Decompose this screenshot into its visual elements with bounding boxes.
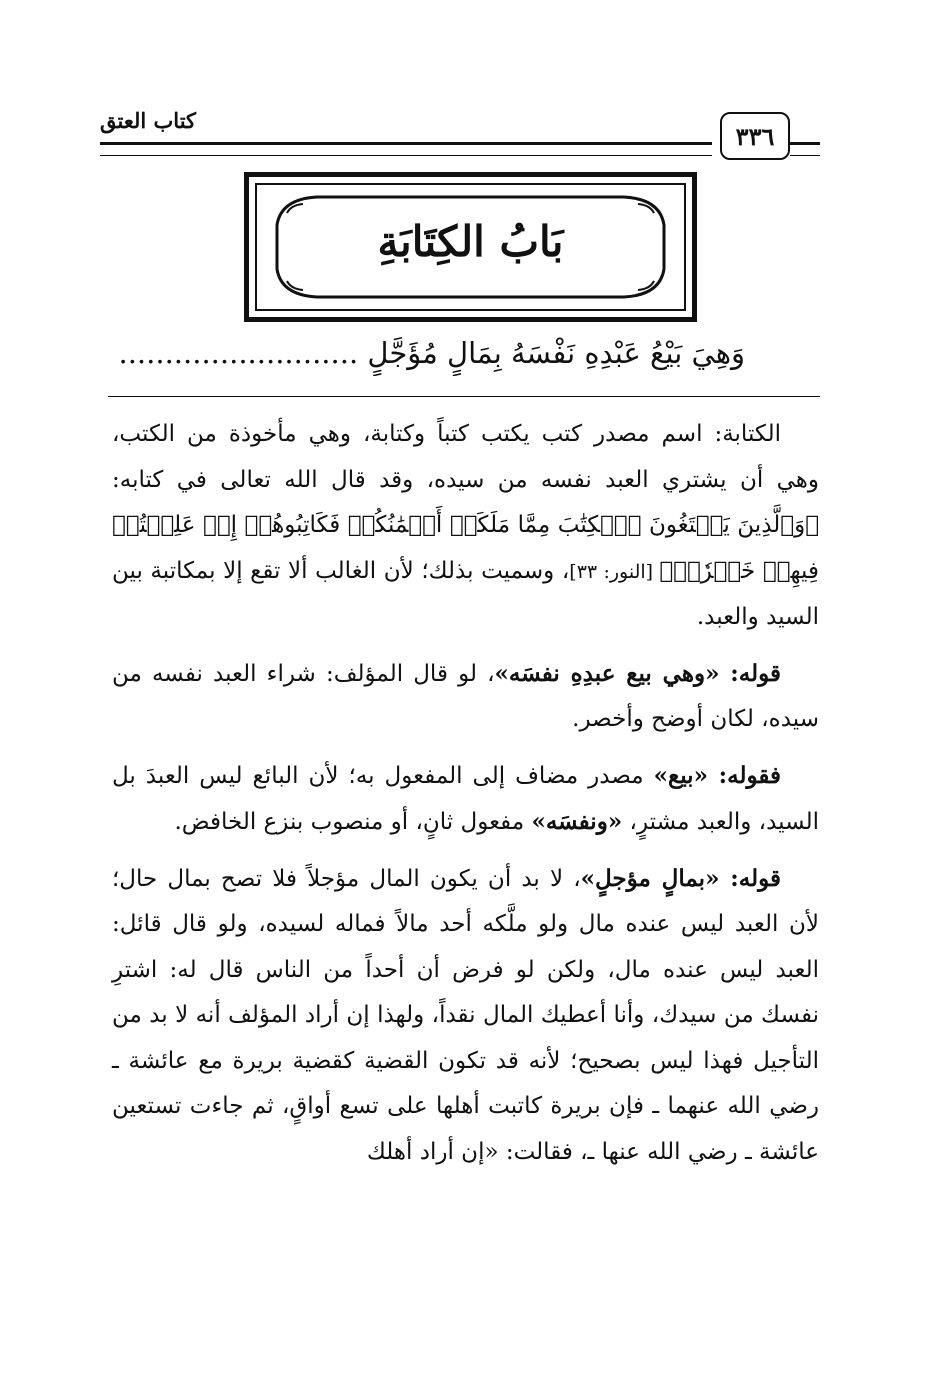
paragraph-definition: [112, 412, 819, 641]
paragraph-text: مصدر مضاف إلى المفعول به؛ لأن البائع ليس العبدَ بل السيد، والعبد مشترٍ،: [112, 762, 819, 835]
paragraph-text: ، وسميت بذلك؛ لأن الغالب ألا تقع إلا بمكاتبة بين السيد والعبد.: [112, 557, 819, 630]
page-number: ٣٣٦: [720, 112, 790, 160]
book-title: كتاب العتق: [100, 108, 197, 133]
commentary-body: [112, 412, 819, 1175]
matn-quote: «ونفسَه»: [531, 808, 623, 835]
paragraph-comment-1: [112, 651, 819, 743]
quran-verse: ﴿وَٱلَّذِينَ يَبۡتَغُونَ ٱلۡكِتَٰبَ مِمَّا مَلَكَتۡ أَيۡمَٰنُكُمۡ فَكَاتِبُوهُمۡ إِنۡ عَلِمۡتُمۡ فِيهِمۡ خَيۡرٗاۖ﴾: [112, 512, 819, 584]
paragraph-lead: فقوله:: [707, 761, 781, 789]
matn-text: وَهِيَ بَيْعُ عَبْدِهِ نَفْسَهُ بِمَالٍ مُؤَجَّلٍ ..........................: [118, 336, 745, 370]
paragraph-text: مفعول ثانٍ، أو منصوب بنزع الخافض.: [174, 809, 532, 835]
verse-citation: [النور: ٣٣]: [569, 560, 660, 583]
matn-quote: «بيع»: [653, 761, 708, 789]
paragraph-text: ، لو قال المؤلف: شراء العبد نفسه من سيده، لكان أوضح وأخصر.: [112, 660, 819, 732]
paragraph-comment-2: [112, 753, 819, 846]
running-header: [100, 108, 820, 158]
paragraph-comment-3: [112, 856, 819, 1176]
matn-quote: «بمالٍ مؤجلٍ»: [580, 864, 720, 892]
matn-divider: [108, 396, 820, 397]
paragraph-lead: قوله:: [719, 864, 782, 892]
header-rule-right: [790, 142, 820, 156]
paragraph-text: الكتابة: اسم مصدر كتب يكتب كتباً وكتابة، وهي مأخوذة من الكتب، وهي أن يشتري العبد نفسه من سيده، وقد قال الله تعالى في كتابه:: [112, 421, 819, 493]
matn-quote: «وهي بيع عبدِهِ نفسَه»: [494, 659, 720, 687]
chapter-title: بَابُ الكِتَابَةِ: [377, 217, 564, 266]
paragraph-text: ، لا بد أن يكون المال مؤجلاً فلا تصح بمال حال؛ لأن العبد ليس عنده مال ولو ملَّكه أحد مالاً فماله لسيده، ولو قال قائل: العبد ليس عنده مال، ولكن لو فرض أن أحداً من الناس قال له: اشترِ نفسك من سيدك، وأنا أعطيك المال نقداً، ولهذا إن أراد المؤلف أنه لا بد من التأجيل فهذا ليس بصحيح؛ لأنه قد تكون القضية كقضية بريرة مع عائشة ـ رضي الله عنهما ـ فإن بريرة كاتبت أهلها على تسع أواقٍ، ثم جاءت تستعين عائشة ـ رضي الله عنها ـ، فقالت: «إن أراد أهلك: [112, 865, 819, 1165]
chapter-title-frame: [244, 172, 697, 322]
paragraph-lead: قوله:: [719, 659, 781, 687]
header-rule-left: [100, 142, 712, 156]
